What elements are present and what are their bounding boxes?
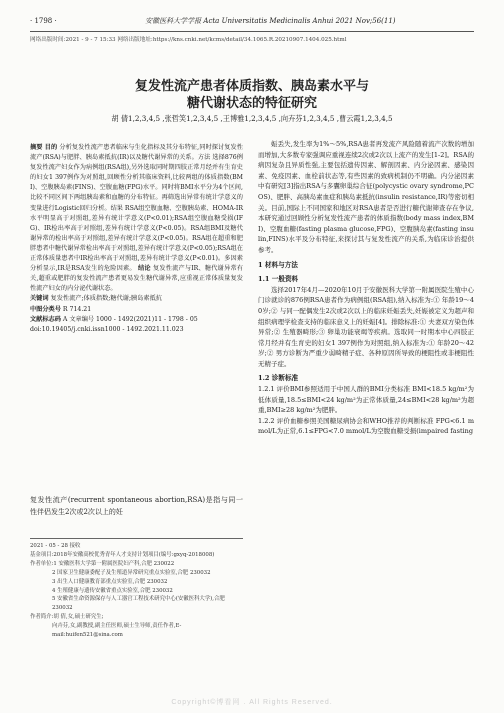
title-line-2: 糖代谢状态的特征研究 — [186, 96, 317, 111]
document-code-label: 文献标志码 — [30, 315, 61, 323]
page-number: · 1798 · — [30, 17, 57, 25]
footnote-author-info: 作者简介:胡 倩,女,硕士研究生; — [30, 614, 104, 621]
conclusion-label: 结论 — [137, 265, 151, 273]
clc-label: 中图分类号 — [30, 305, 61, 313]
footnotes — [30, 538, 243, 640]
running-header — [30, 14, 474, 32]
intro-paragraph-start: 复发性流产(recurrent spontaneous abortion,RSA)是指与同一性伴侣发生2次或2次以上的妊 — [30, 496, 243, 516]
general-data-paragraph: 选择2017年4月—2020年10月于安徽医科大学第一附属医院生殖中心门诊就诊的876例RSA患者作为病例组(RSA组),纳入标准为:① 年龄19～40岁;② 与同一配偶发生2次或2次以上的临床妊娠丢失,妊娠被定义为超声和组织病理学检查支持的临床意义上的妊娠[4]。排除标准:① 夫妻双方染色体异常;② 生殖器畸形;③ 卵巢功能衰竭等疾病。选取同一时期本中心四肢正常月经并有生育史的妇女1 397例作为对照组,纳入标准为:① 年龄20～42岁;② 男方诊断为严重少弱畸精子症、各种原因所导致的梗阻性或非梗阻性无精子症。 — [258, 285, 474, 368]
article-title — [30, 78, 474, 112]
footnote-affiliation-1: 作者单位:1 安徽医科大学第一附属医院妇产科,合肥 230022 — [30, 560, 175, 567]
subsection-heading-criteria: 1.2 诊断标准 — [258, 374, 299, 383]
bmi-criteria-paragraph: 1.2.1 评价BMI参照适用于中国人群的BMI分类标准 BMI<18.5 kg/m²为低体质量,18.5≤BMI<24 kg/m²为正常体质量,24≤BMI<28 kg/m²为超重,BMI≥28 kg/m²为肥胖。 — [258, 385, 474, 415]
journal-name: 安徽医科大学学报 Acta Universitatis Medicinalis Anhui 2021 Nov;56(11) — [145, 17, 396, 25]
right-column — [258, 139, 474, 437]
section-heading-methods: 1 材料与方法 — [258, 260, 298, 269]
keywords: 复发性流产;体质指数;糖代谢;胰岛素抵抗 — [50, 295, 162, 303]
subsection-heading-general: 1.1 一般资料 — [258, 275, 299, 284]
doi: doi:10.19405/j.cnki.issn1000 - 1492.2021.11.023 — [30, 325, 184, 333]
copyright-watermark: Copyright©博看网 . All Rights Reserved. — [171, 699, 333, 706]
footnote-received: 2021 - 05 - 28 接收 — [30, 543, 81, 549]
glucose-criteria-paragraph: 1.2.2 评价血糖参照美国糖尿病协会和WHO推荐的判断标准 FPG<6.1 mmol/L为正常,6.1≤FPG<7.0 mmol/L为空腹血糖受损(impaired fasting — [258, 416, 474, 436]
author-list: 胡 倩1,2,3,4,5 ,张哲笑1,2,3,4,5 ,王博雅1,2,3,4,5 ,向卉芬1,2,3,4,5 ,曹云霞1,2,3,4,5 — [111, 114, 393, 123]
abstract-block — [30, 143, 243, 335]
footnote-affiliation-4: 4 生殖健康与遗传安徽省重点实验室,合肥 230032 — [52, 587, 173, 594]
clc-number: R 714.21 — [62, 305, 92, 313]
footnote-affiliation-2: 2 国家卫生健康委配子及生殖道异常研究重点实验室,合肥 230032 — [52, 569, 211, 576]
article-number: A 文章编号 1000 - 1492(2021)11 - 1798 - 05 — [62, 315, 198, 323]
title-line-1: 复发性流产患者体质指数、胰岛素水平与 — [134, 79, 369, 94]
footnote-corresponding-author: 向卉芬,女,副教授,副主任医师,硕士生导师,责任作者,E-mail:huifen521@sina.com — [52, 623, 182, 639]
abstract-text: 分析复发性流产患者临床与生化指标及其分布特征,同时探讨复发性流产(RSA)与肥胖、胰岛素抵抗(IR)以及糖代谢异常的关系。方法 选择876例复发性流产妇女作为病例组(RSA组),另外选取同时期四肢正常月经并有生育史的妇女1 397例作为对照组,回顾性分析其临床资料,比较两组的体质指数(BMI)、空腹胰岛素(FINS)、空腹血糖(FPG)水平。同时将BMI水平分为4个区间,比较不同区间下两组胰岛素和血糖的分布特征。再筛选出异常有统计学意义的变量进行Logistic回归分析。结果 RSA组空腹血糖、空腹胰岛素、HOMA-IR水平明显高于对照组,差异有统计学意义(P<0.01);RSA组空腹血糖受损(IFG)、IR检出率高于对照组,差异有统计学意义(P<0.05)。RSA组BMI及糖代谢异常的检出率高于对照组,差异有统计学意义(P<0.05)。RSA组在超重和肥胖患者中糖代谢异常检出率高于对照组,差异有统计学意义(P<0.05);RSA组在正常体质量患者中IR检出率高于对照组,差异有统计学意义(P<0.01)。多因素分析显示,IR是RSA发生的危险因素。 — [30, 144, 243, 273]
online-publication-info: 网络出版时间:2021 - 9 - 7 15:33 网络出版地址:https://kns.cnki.net/kcms/detail/34.1065.R.20210907.1404.025.html — [30, 37, 347, 43]
conclusion-text: 复发性流产与IR、糖代谢异常有关,超重或肥胖的复发性流产患者更易发生糖代谢异常,应重视正常体质量复发性流产妇女的内分泌代谢状态。 — [30, 265, 244, 293]
footnote-affiliation-5: 5 安徽省生命资源保存与人工器官工程技术研究中心(安徽医科大学),合肥 230032 — [52, 596, 225, 612]
keywords-label: 关键词 — [30, 295, 49, 303]
abstract-label: 摘要 目的 — [30, 144, 58, 151]
footnote-affiliation-3: 3 出生人口健康教育部重点实验室,合肥 230032 — [52, 578, 168, 585]
intro-paragraph-continued: 娠丢失,发生率为1%～5%,RSA患者再发流产风险随着流产次数的增加而增加,大多数专家强调应重视连续2次或2次以上流产的发生[1-2]。RSA的病因复杂且异质性强,主要包括遗传因素、解剖因素、内分泌因素、感染因素、免疫因素、血栓前状态等,有些因素的致病机制仍不明确。内分泌因素中有研究[3]指出RSA与多囊卵巢综合征(polycystic ovary syndrome,PCOS)、肥胖、高胰岛素血症和胰岛素抵抗(insulin resistance,IR)等密切相关。目前,国际上不同国家和地区对RSA患者是否进行糖代谢筛查存在争议,本研究通过回顾性分析复发性流产患者的体质指数(body mass index,BMI)、空腹血糖(fasting plasma glucose,FPG)、空腹胰岛素(fasting insulin,FINS)水平及分布特征,来探讨其与复发性流产的关系,为临床诊治提供参考。 — [258, 140, 474, 254]
footnote-funding: 基金项目:2018年安徽高校优秀青年人才支持计划项目(编号:gxyq-2018008) — [30, 551, 215, 558]
